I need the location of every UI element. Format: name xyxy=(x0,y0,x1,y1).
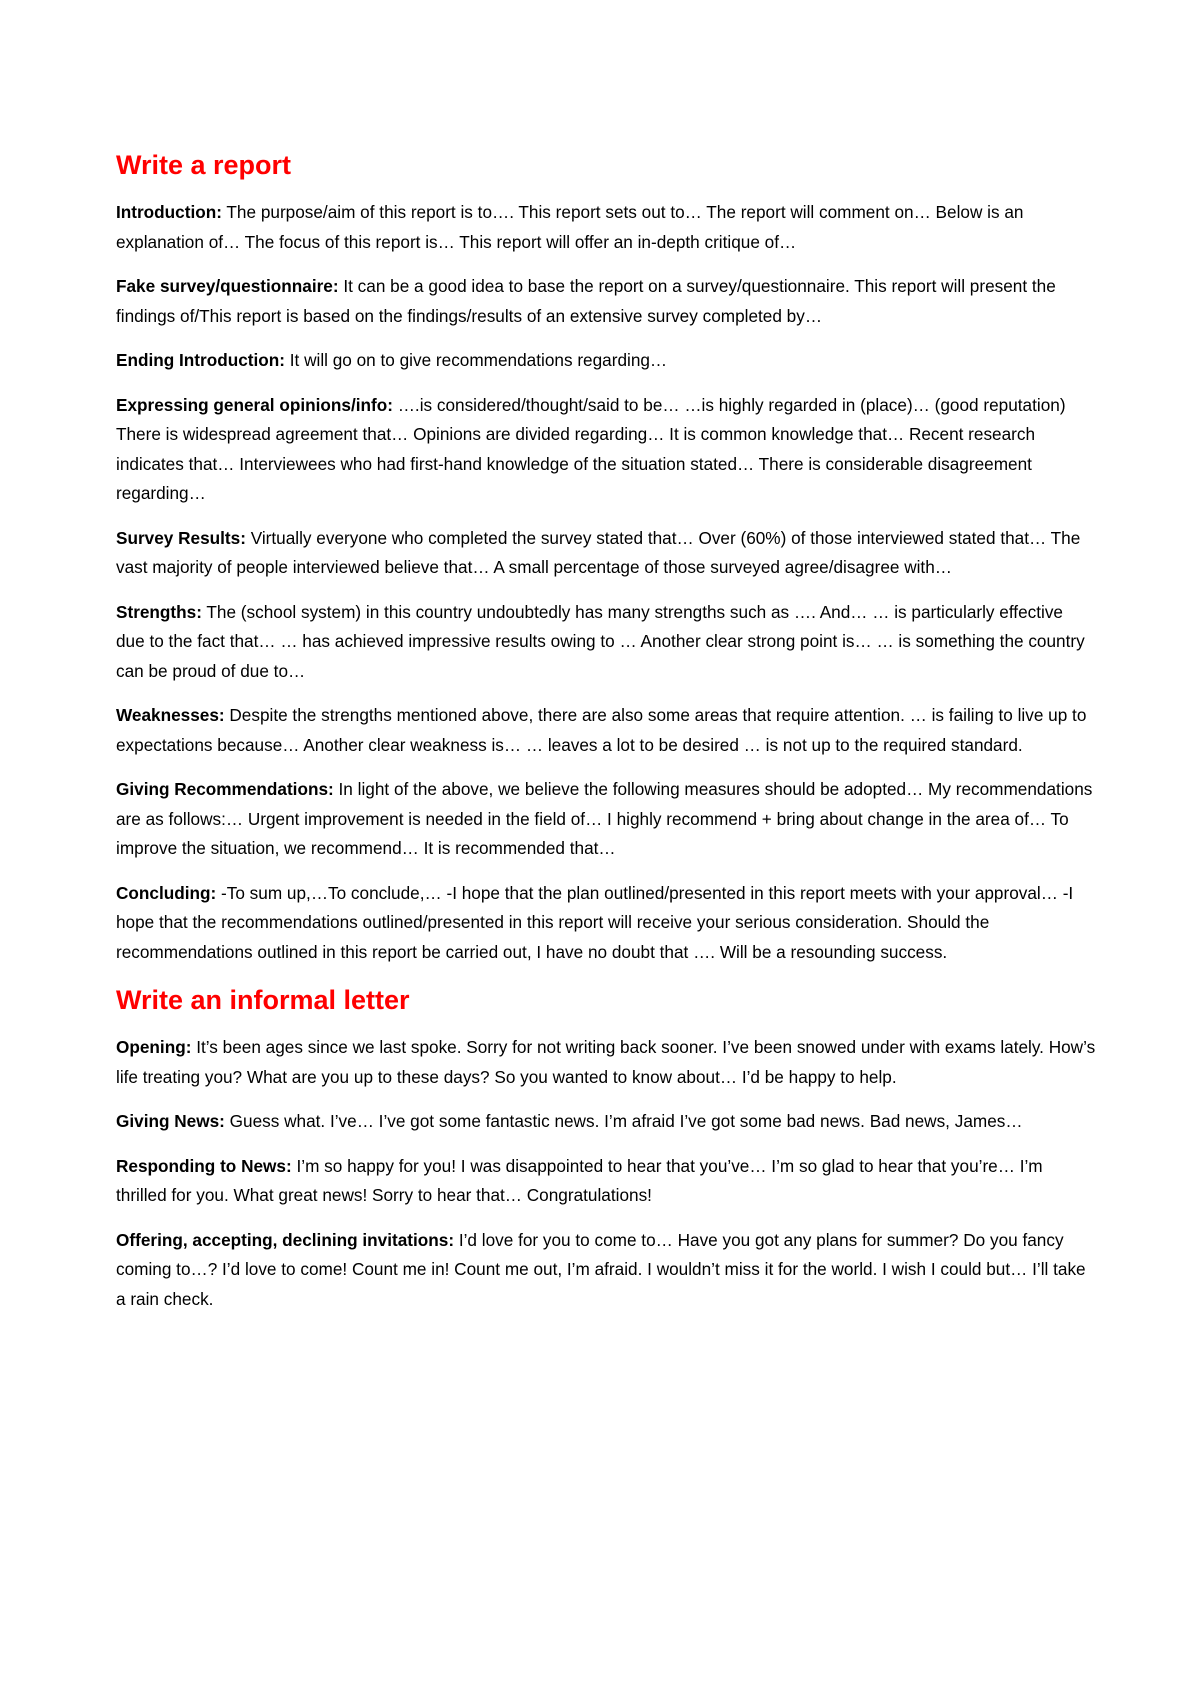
paragraph-text: In light of the above, we believe the following measures should be adopted… My recommendations are as follows:… Urgent improvement is needed in the field of… I highly recommend + bring about change in the area of… To improve the situation, we recommend… It is recommended that… xyxy=(116,779,1093,858)
letter-paragraph-responding-to-news xyxy=(116,1152,1096,1211)
paragraph-label: Survey Results: xyxy=(116,527,246,548)
report-paragraph-recommendations xyxy=(116,775,1096,864)
paragraph-label: Introduction: xyxy=(116,202,222,222)
report-paragraph-survey-results xyxy=(116,524,1096,583)
paragraph-label: Strengths: xyxy=(116,601,202,622)
letter-paragraph-invitations xyxy=(116,1226,1096,1315)
letter-paragraph-opening xyxy=(116,1033,1096,1092)
paragraph-text: ….is considered/thought/said to be… …is highly regarded in (place)… (good reputation) There is widespread agreement that… Opinions are divided regarding… It is common knowledge that… Recent research indicates that… Interviewees who had first-hand knowledge of the situation stated… There is considerable disagreement regarding… xyxy=(116,394,1066,503)
report-section-title: Write a report xyxy=(116,150,292,180)
paragraph-label: Giving Recommendations: xyxy=(116,779,334,799)
paragraph-text: Despite the strengths mentioned above, there are also some areas that require attention. … is failing to live up to expectations because… Another clear weakness is… … leaves a lot to be desired … is not up to the required standard. xyxy=(116,705,1087,755)
report-paragraph-weaknesses xyxy=(116,701,1096,760)
paragraph-label: Giving News: xyxy=(116,1111,225,1131)
paragraph-label: Fake survey/questionnaire: xyxy=(116,276,339,296)
paragraph-text: Virtually everyone who completed the survey stated that… Over (60%) of those interviewed stated that… The vast majority of people interviewed believe that… A small percentage of those surveyed agree/disagree with… xyxy=(116,527,1081,577)
report-paragraph-ending-introduction xyxy=(116,346,1096,376)
paragraph-label: Offering, accepting, declining invitations: xyxy=(116,1229,455,1250)
paragraph-text: Guess what. I’ve… I’ve got some fantastic news. I’m afraid I’ve got some bad news. Bad news, James… xyxy=(224,1111,1023,1131)
report-paragraph-general-opinions xyxy=(116,391,1096,509)
paragraph-text: The (school system) in this country undoubtedly has many strengths such as …. And… … is particularly effective due to the fact that… … has achieved impressive results owing to … Another clear strong point is… … is something the country can be proud of due to… xyxy=(116,601,1085,681)
paragraph-label: Responding to News: xyxy=(116,1155,292,1176)
paragraph-label: Weaknesses: xyxy=(116,705,225,725)
paragraph-text: It can be a good idea to base the report on a survey/questionnaire. This report will present the findings of/This report is based on the findings/results of an extensive survey completed by… xyxy=(116,276,1056,326)
paragraph-text: I’d love for you to come to… Have you got any plans for summer? Do you fancy coming to…? I’d love to come! Count me in! Count me out, I’m afraid. I wouldn’t miss it for the world. I wish I could but… I’ll take a rain check. xyxy=(116,1229,1086,1309)
paragraph-label: Ending Introduction: xyxy=(116,350,285,370)
paragraph-label: Opening: xyxy=(116,1037,192,1057)
letter-paragraph-giving-news xyxy=(116,1107,1096,1137)
report-paragraph-strengths xyxy=(116,598,1096,687)
document-page xyxy=(116,148,1096,1329)
paragraph-text: It will go on to give recommendations regarding… xyxy=(284,350,668,370)
paragraph-text: I’m so happy for you! I was disappointed to hear that you’ve… I’m so glad to hear that you’re… I’m thrilled for you. What great news! Sorry to hear that… Congratulations! xyxy=(116,1155,1043,1205)
paragraph-text: It’s been ages since we last spoke. Sorry for not writing back sooner. I’ve been snowed under with exams lately. How’s life treating you? What are you up to these days? So you wanted to know about… I’d be happy to help. xyxy=(116,1037,1096,1087)
paragraph-text: -To sum up,…To conclude,… -I hope that the plan outlined/presented in this report meets with your approval… -I hope that the recommendations outlined/presented in this report will receive your serious consideration. Should the recommendations outlined in this report be carried out, I have no doubt that …. Will be a resounding success. xyxy=(116,882,1074,962)
letter-section-title: Write an informal letter xyxy=(116,985,410,1015)
paragraph-text: The purpose/aim of this report is to…. This report sets out to… The report will comment on… Below is an explanation of… The focus of this report is… This report will offer an in-depth critique of… xyxy=(116,202,1024,252)
paragraph-label: Expressing general opinions/info: xyxy=(116,394,393,415)
report-paragraph-introduction xyxy=(116,198,1096,257)
paragraph-label: Concluding: xyxy=(116,882,217,903)
report-paragraph-concluding xyxy=(116,879,1096,968)
report-paragraph-fake-survey xyxy=(116,272,1096,331)
